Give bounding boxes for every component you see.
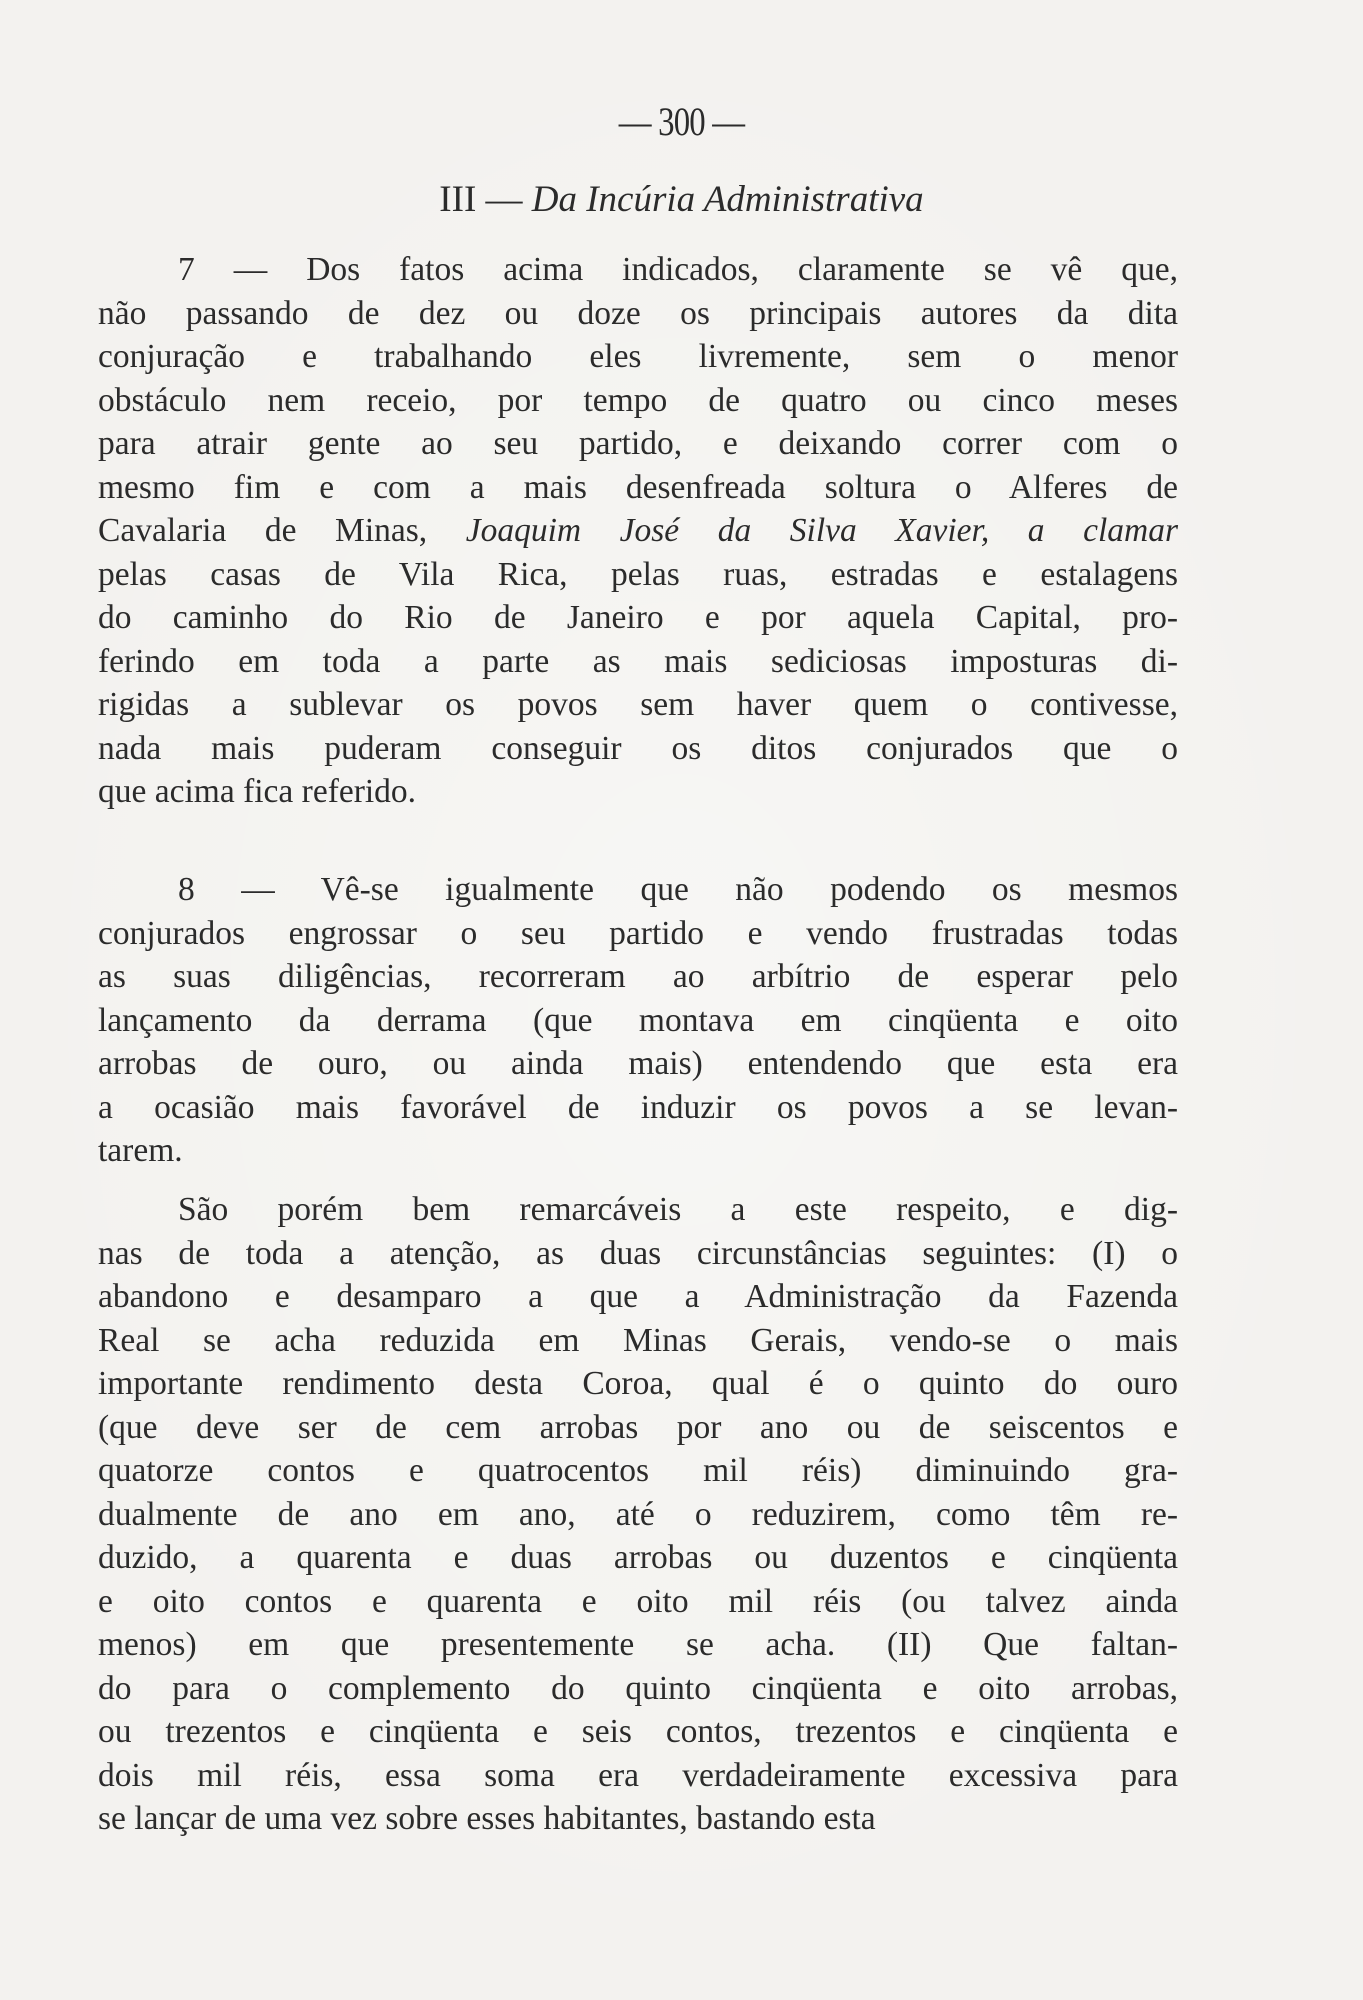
line-text: que acima fica referido. xyxy=(98,773,417,810)
text-line xyxy=(98,727,1178,771)
line-text: conjuração e trabalhando eles livremente, sem o menor xyxy=(98,338,1178,375)
text-line xyxy=(98,1232,1178,1276)
paragraph-remarks xyxy=(98,1188,1178,1841)
line-text: do caminho do Rio de Janeiro e por aquela Capital, pro- xyxy=(98,599,1178,636)
text-line xyxy=(98,640,1178,684)
text-line xyxy=(98,1710,1178,1754)
line-text: e oito contos e quarenta e oito mil réis (ou talvez ainda xyxy=(98,1582,1178,1620)
line-text: arrobas de ouro, ou ainda mais) entendendo que esta era xyxy=(98,1045,1178,1082)
line-text: ferindo em toda a parte as mais sediciosas imposturas di- xyxy=(98,642,1178,680)
text-line xyxy=(98,999,1178,1043)
text-line xyxy=(98,955,1178,999)
line-text: (que deve ser de cem arrobas por ano ou de seiscentos e xyxy=(98,1408,1178,1446)
line-text: conjurados engrossar o seu partido e vendo frustradas todas xyxy=(98,914,1178,952)
text-line xyxy=(98,1042,1178,1086)
line-text: mesmo fim e com a mais desenfreada soltura o Alferes de xyxy=(98,468,1178,506)
line-text: dois mil réis, essa soma era verdadeiramente excessiva para xyxy=(98,1756,1178,1794)
text-line xyxy=(98,335,1178,379)
line-text: abandono e desamparo a que a Administração da Fazenda xyxy=(98,1278,1178,1315)
text-line xyxy=(98,912,1178,956)
text-line xyxy=(98,509,1178,553)
line-text: lançamento da derrama (que montava em cinqüenta e oito xyxy=(98,1001,1178,1039)
text-line xyxy=(98,1797,1178,1841)
text-line xyxy=(98,1406,1178,1450)
line-text: quatorze contos e quatrocentos mil réis) diminuindo gra- xyxy=(98,1452,1178,1489)
line-text: as suas diligências, recorreram ao arbítrio de esperar pelo xyxy=(98,958,1178,995)
line-text: não passando de dez ou doze os principais autores da dita xyxy=(98,294,1178,332)
section-dash: — xyxy=(476,179,532,220)
line-text: ou trezentos e cinqüenta e seis contos, trezentos e cinqüenta e xyxy=(98,1713,1178,1750)
line-text: São porém bem remarcáveis a este respeito, e dig- xyxy=(178,1191,1178,1228)
text-line xyxy=(98,422,1178,466)
text-line xyxy=(98,1667,1178,1711)
text-line xyxy=(98,553,1178,597)
page-number: — 300 — xyxy=(618,99,745,144)
line-text: 7 — Dos fatos acima indicados, claramente se vê que, xyxy=(178,251,1178,288)
line-text-italic: Joaquim José da Silva Xavier, a clamar xyxy=(465,512,1178,549)
text-line xyxy=(98,379,1178,423)
line-text: rigidas a sublevar os povos sem haver quem o contivesse, xyxy=(98,686,1178,723)
text-line xyxy=(98,1623,1178,1667)
line-text: Real se acha reduzida em Minas Gerais, vendo-se o mais xyxy=(98,1321,1178,1359)
line-text: a ocasião mais favorável de induzir os povos a se levan- xyxy=(98,1088,1178,1126)
line-text: duzido, a quarenta e duas arrobas ou duzentos e cinqüenta xyxy=(98,1539,1178,1576)
line-text: pelas casas de Vila Rica, pelas ruas, estradas e estalagens xyxy=(98,555,1178,593)
text-line xyxy=(98,1754,1178,1798)
line-text: obstáculo nem receio, por tempo de quatro ou cinco meses xyxy=(98,381,1178,419)
text-line xyxy=(98,1319,1178,1363)
line-text: dualmente de ano em ano, até o reduzirem, como têm re- xyxy=(98,1495,1178,1533)
text-line xyxy=(98,1129,1178,1173)
line-text: menos) em que presentemente se acha. (II) Que faltan- xyxy=(98,1626,1178,1663)
section-heading xyxy=(0,178,1363,221)
paragraph-8 xyxy=(98,868,1178,1173)
line-text: se lançar de uma vez sobre esses habitantes, bastando esta xyxy=(98,1800,876,1837)
line-text: nada mais puderam conseguir os ditos conjurados que o xyxy=(98,729,1178,767)
text-line xyxy=(98,868,1178,912)
text-line xyxy=(98,1188,1178,1232)
section-numeral: III xyxy=(439,179,477,220)
section-title: Da Incúria Administrativa xyxy=(531,179,924,220)
text-line xyxy=(98,1362,1178,1406)
line-text: para atrair gente ao seu partido, e deixando correr com o xyxy=(98,425,1178,462)
text-line xyxy=(98,1536,1178,1580)
line-text: importante rendimento desta Coroa, qual é o quinto do ouro xyxy=(98,1365,1178,1402)
text-line xyxy=(98,683,1178,727)
text-line xyxy=(98,1086,1178,1130)
text-line xyxy=(98,1449,1178,1493)
text-line xyxy=(98,466,1178,510)
line-text: nas de toda a atenção, as duas circunstâncias seguintes: (I) o xyxy=(98,1234,1178,1272)
line-text: 8 — Vê-se igualmente que não podendo os mesmos xyxy=(178,871,1178,908)
text-line xyxy=(98,596,1178,640)
text-line xyxy=(98,1275,1178,1319)
line-text: Cavalaria de Minas, xyxy=(98,512,466,549)
text-line xyxy=(98,292,1178,336)
text-line xyxy=(98,770,1178,814)
text-line xyxy=(98,1580,1178,1624)
line-text: do para o complemento do quinto cinqüenta e oito arrobas, xyxy=(98,1669,1178,1707)
text-line xyxy=(98,248,1178,292)
text-line xyxy=(98,1493,1178,1537)
paragraph-7 xyxy=(98,248,1178,814)
line-text: tarem. xyxy=(98,1132,183,1169)
